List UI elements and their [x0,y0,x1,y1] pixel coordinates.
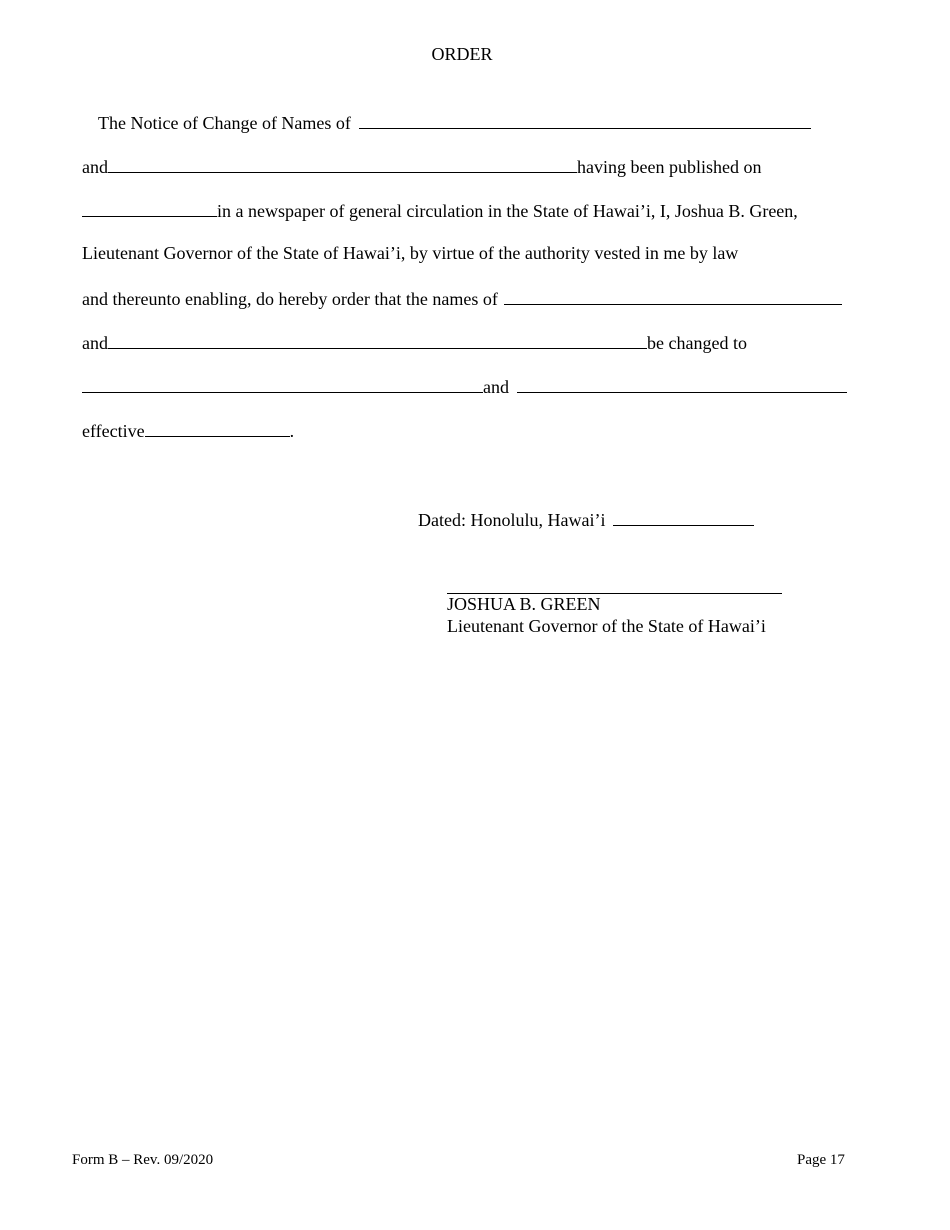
dated-blank[interactable] [613,507,754,526]
dated-line [418,507,754,531]
order-line-6 [82,330,747,354]
order-line-4 [82,242,738,264]
new-name-1-blank[interactable] [82,374,483,393]
order-line-2 [82,154,761,178]
published-text: having been published on [577,157,762,177]
names-ordered-blank[interactable] [504,286,842,305]
document-title: ORDER [431,44,493,64]
changed-to-text: be changed to [647,333,747,353]
second-name-blank[interactable] [108,154,577,173]
newspaper-text: in a newspaper of general circulation in the State of Hawai’i, I, Joshua B. Green, [217,201,798,221]
effective-date-blank[interactable] [145,418,290,437]
signatory-title: Lieutenant Governor of the State of Hawai’i [447,616,766,636]
and-text-3: and [483,377,509,397]
order-line-7 [82,374,847,398]
order-text: and thereunto enabling, do hereby order that the names of [82,289,498,309]
dated-text: Dated: Honolulu, Hawai’i [418,510,606,530]
and-text: and [82,157,108,177]
authority-text: Lieutenant Governor of the State of Hawai’i, by virtue of the authority vested in me by law [82,243,739,263]
effective-text: effective [82,421,145,441]
new-name-2-blank[interactable] [517,374,847,393]
order-line-1 [98,110,811,134]
period-text: . [289,421,295,441]
and-text-2: and [82,333,108,353]
form-revision: Form B – Rev. 09/2020 [72,1152,214,1168]
page-number: Page 17 [797,1152,845,1168]
order-line-8 [82,418,294,442]
signatory-name: JOSHUA B. GREEN [447,594,601,614]
names-of-blank[interactable] [359,110,811,129]
notice-text: The Notice of Change of Names of [98,113,351,133]
published-date-blank[interactable] [82,198,217,217]
order-line-5 [82,286,842,310]
second-name-ordered-blank[interactable] [108,330,647,349]
order-line-3 [82,198,798,222]
